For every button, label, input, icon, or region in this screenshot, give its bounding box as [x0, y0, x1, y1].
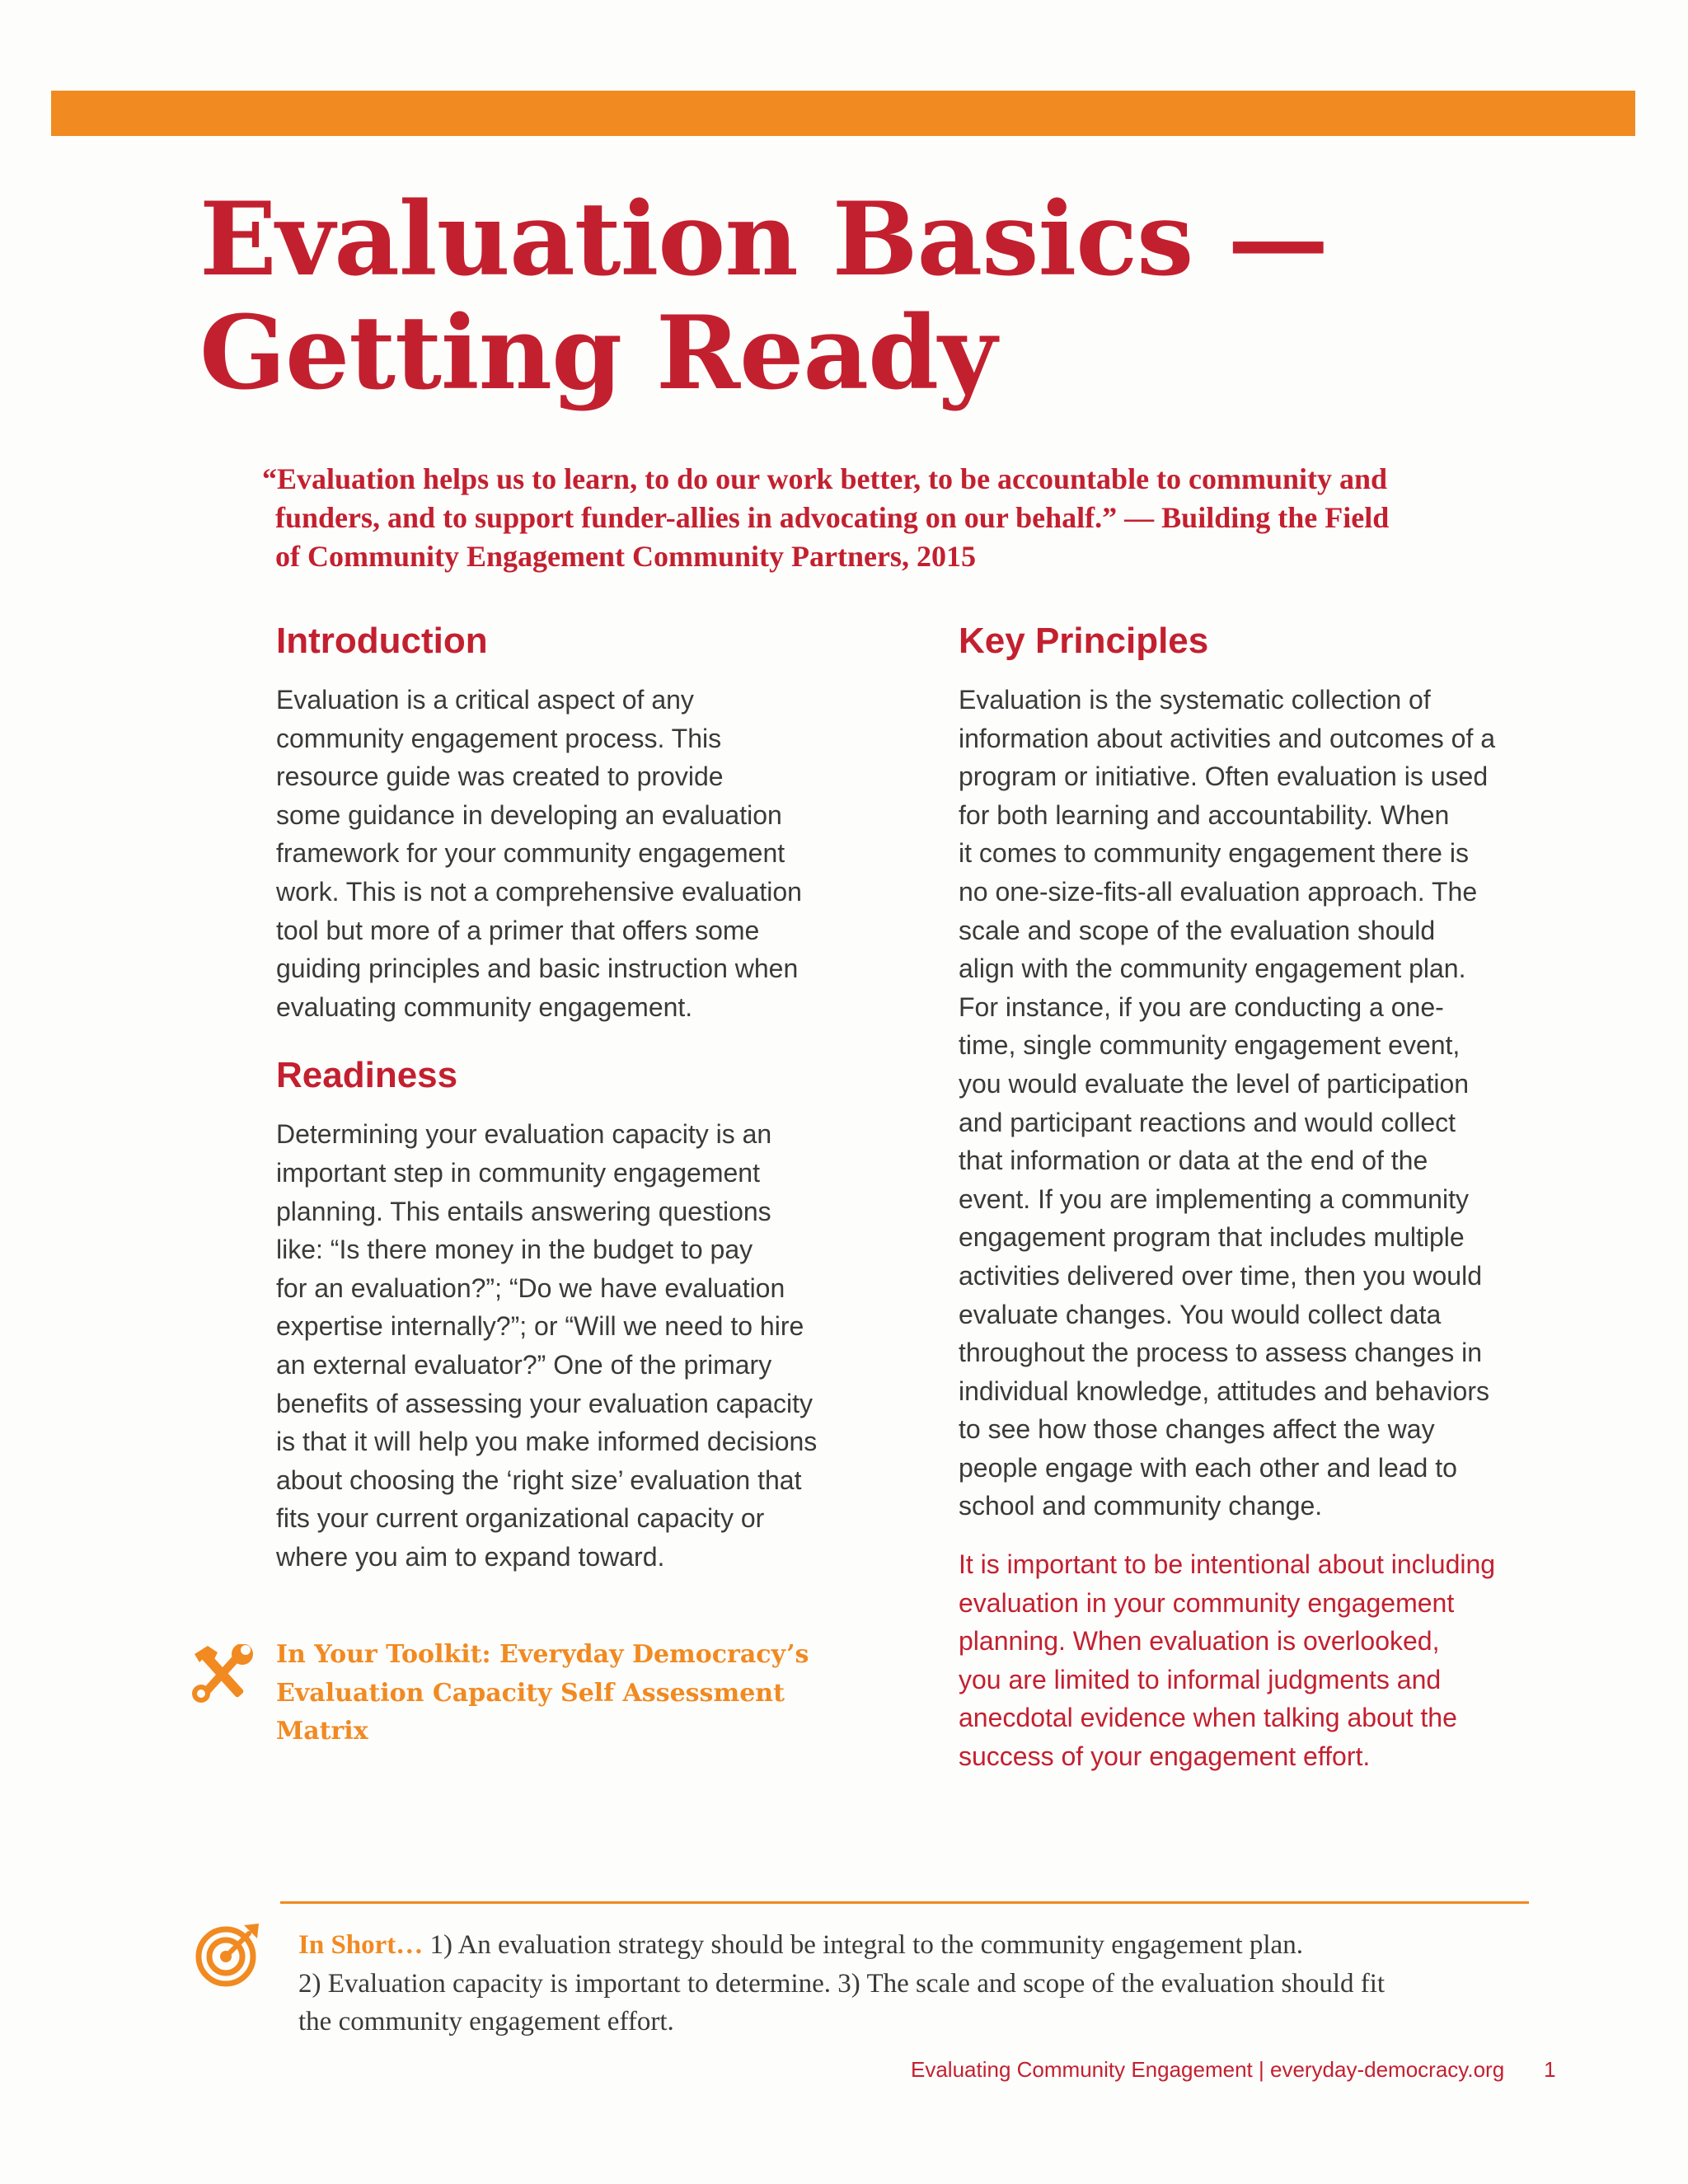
- text-line: scale and scope of the evaluation should: [959, 915, 1436, 945]
- highlight-line: success of your engagement effort.: [959, 1741, 1371, 1772]
- text-line: people engage with each other and lead to: [959, 1452, 1457, 1483]
- footer-text: Evaluating Community Engagement | everyday-democracy.org: [911, 2057, 1505, 2082]
- toolkit-link[interactable]: [276, 1636, 809, 1751]
- in-short-line: the community engagement effort.: [298, 2007, 674, 2036]
- target-icon: [195, 1920, 262, 1988]
- text-line: that information or data at the end of the: [959, 1146, 1428, 1176]
- text-line: evaluate changes. You would collect data: [959, 1299, 1442, 1329]
- text-line: resource guide was created to provide: [276, 762, 724, 792]
- text-line: an external evaluator?” One of the primary: [276, 1349, 772, 1380]
- highlight-line: evaluation in your community engagement: [959, 1587, 1455, 1618]
- text-line: evaluating community engagement.: [276, 991, 693, 1022]
- text-line: Determining your evaluation capacity is an: [276, 1119, 772, 1150]
- text-line: framework for your community engagement: [276, 838, 785, 869]
- quote-line: of Community Engagement Community Partners, 2015: [275, 540, 976, 573]
- text-line: to see how those changes affect the way: [959, 1414, 1435, 1445]
- text-line: you would evaluate the level of participation: [959, 1068, 1470, 1099]
- text-line: for both learning and accountability. When: [959, 799, 1450, 830]
- highlight-line: you are limited to informal judgments and: [959, 1664, 1442, 1694]
- text-line: for an evaluation?”; “Do we have evaluation: [276, 1272, 785, 1303]
- toolkit-line: Matrix: [276, 1717, 368, 1746]
- text-line: time, single community engagement event,: [959, 1030, 1461, 1061]
- text-line: school and community change.: [959, 1491, 1323, 1521]
- text-line: some guidance in developing an evaluation: [276, 799, 782, 830]
- text-line: engagement program that includes multiple: [959, 1222, 1465, 1253]
- text-line: tool but more of a primer that offers some: [276, 915, 760, 945]
- text-line: where you aim to expand toward.: [276, 1541, 665, 1572]
- text-line: program or initiative. Often evaluation is used: [959, 762, 1489, 792]
- text-line: Evaluation is the systematic collection of: [959, 685, 1431, 715]
- in-short-summary: [298, 1926, 1584, 2041]
- readiness-heading: Readiness: [276, 1055, 458, 1096]
- text-line: Evaluation is a critical aspect of any: [276, 685, 694, 715]
- quote-line: funders, and to support funder-allies in advocating on our behalf.” — Building the Field: [275, 501, 1390, 534]
- introduction-heading: Introduction: [276, 621, 488, 661]
- in-short-label: In Short…: [298, 1930, 424, 1960]
- readiness-paragraph: [276, 1115, 903, 1576]
- page-footer: [911, 2055, 1587, 2083]
- text-line: work. This is not a comprehensive evaluation: [276, 876, 802, 907]
- highlight-line: anecdotal evidence when talking about the: [959, 1703, 1457, 1733]
- right-column: [959, 616, 1552, 1776]
- title-line: Getting Ready: [199, 294, 996, 413]
- in-short-text: 1) An evaluation strategy should be integral to the community engagement plan.: [429, 1930, 1303, 1960]
- left-column: [276, 616, 903, 1576]
- key-principles-paragraph: [959, 681, 1552, 1526]
- text-line: activities delivered over time, then you would: [959, 1260, 1482, 1291]
- key-principles-heading: Key Principles: [959, 621, 1209, 661]
- in-short-divider: [280, 1901, 1529, 1904]
- text-line: benefits of assessing your evaluation capacity: [276, 1388, 814, 1418]
- text-line: guiding principles and basic instruction when: [276, 954, 799, 984]
- text-line: community engagement process. This: [276, 723, 722, 753]
- page-title: [199, 180, 1518, 413]
- text-line: planning. This entails answering questions: [276, 1196, 771, 1226]
- text-line: no one-size-fits-all evaluation approach. The: [959, 876, 1478, 907]
- text-line: expertise internally?”; or “Will we need to hire: [276, 1311, 804, 1342]
- toolkit-line: In Your Toolkit: Everyday Democracy’s: [276, 1640, 809, 1669]
- tools-icon: [190, 1644, 256, 1704]
- text-line: event. If you are implementing a community: [959, 1183, 1469, 1214]
- in-short-line: 2) Evaluation capacity is important to determine. 3) The scale and scope of the evaluation should fit: [298, 1968, 1386, 1999]
- page-number: 1: [1544, 2057, 1556, 2082]
- title-line: Evaluation Basics —: [199, 180, 1329, 299]
- text-line: throughout the process to assess changes in: [959, 1338, 1483, 1368]
- text-line: information about activities and outcomes of a: [959, 723, 1496, 753]
- introduction-paragraph: [276, 681, 903, 1026]
- text-line: it comes to community engagement there is: [959, 838, 1469, 869]
- toolkit-line: Evaluation Capacity Self Assessment: [276, 1678, 785, 1708]
- key-principles-highlight: [959, 1545, 1552, 1776]
- text-line: align with the community engagement plan.: [959, 954, 1466, 984]
- text-line: important step in community engagement: [276, 1157, 760, 1188]
- text-line: For instance, if you are conducting a one-: [959, 991, 1444, 1022]
- highlight-line: It is important to be intentional about including: [959, 1549, 1496, 1580]
- text-line: and participant reactions and would collect: [959, 1107, 1456, 1137]
- text-line: individual knowledge, attitudes and behaviors: [959, 1376, 1489, 1406]
- highlight-line: planning. When evaluation is overlooked,: [959, 1626, 1440, 1657]
- text-line: fits your current organizational capacity or: [276, 1503, 765, 1534]
- text-line: is that it will help you make informed decisions: [276, 1427, 818, 1457]
- top-accent-bar: [51, 91, 1635, 136]
- pull-quote: [262, 460, 1548, 576]
- in-short-line: [298, 1926, 1584, 1965]
- text-line: like: “Is there money in the budget to pay: [276, 1235, 753, 1265]
- quote-line: “Evaluation helps us to learn, to do our work better, to be accountable to community and: [262, 462, 1388, 495]
- text-line: about choosing the ‘right size’ evaluation that: [276, 1465, 802, 1495]
